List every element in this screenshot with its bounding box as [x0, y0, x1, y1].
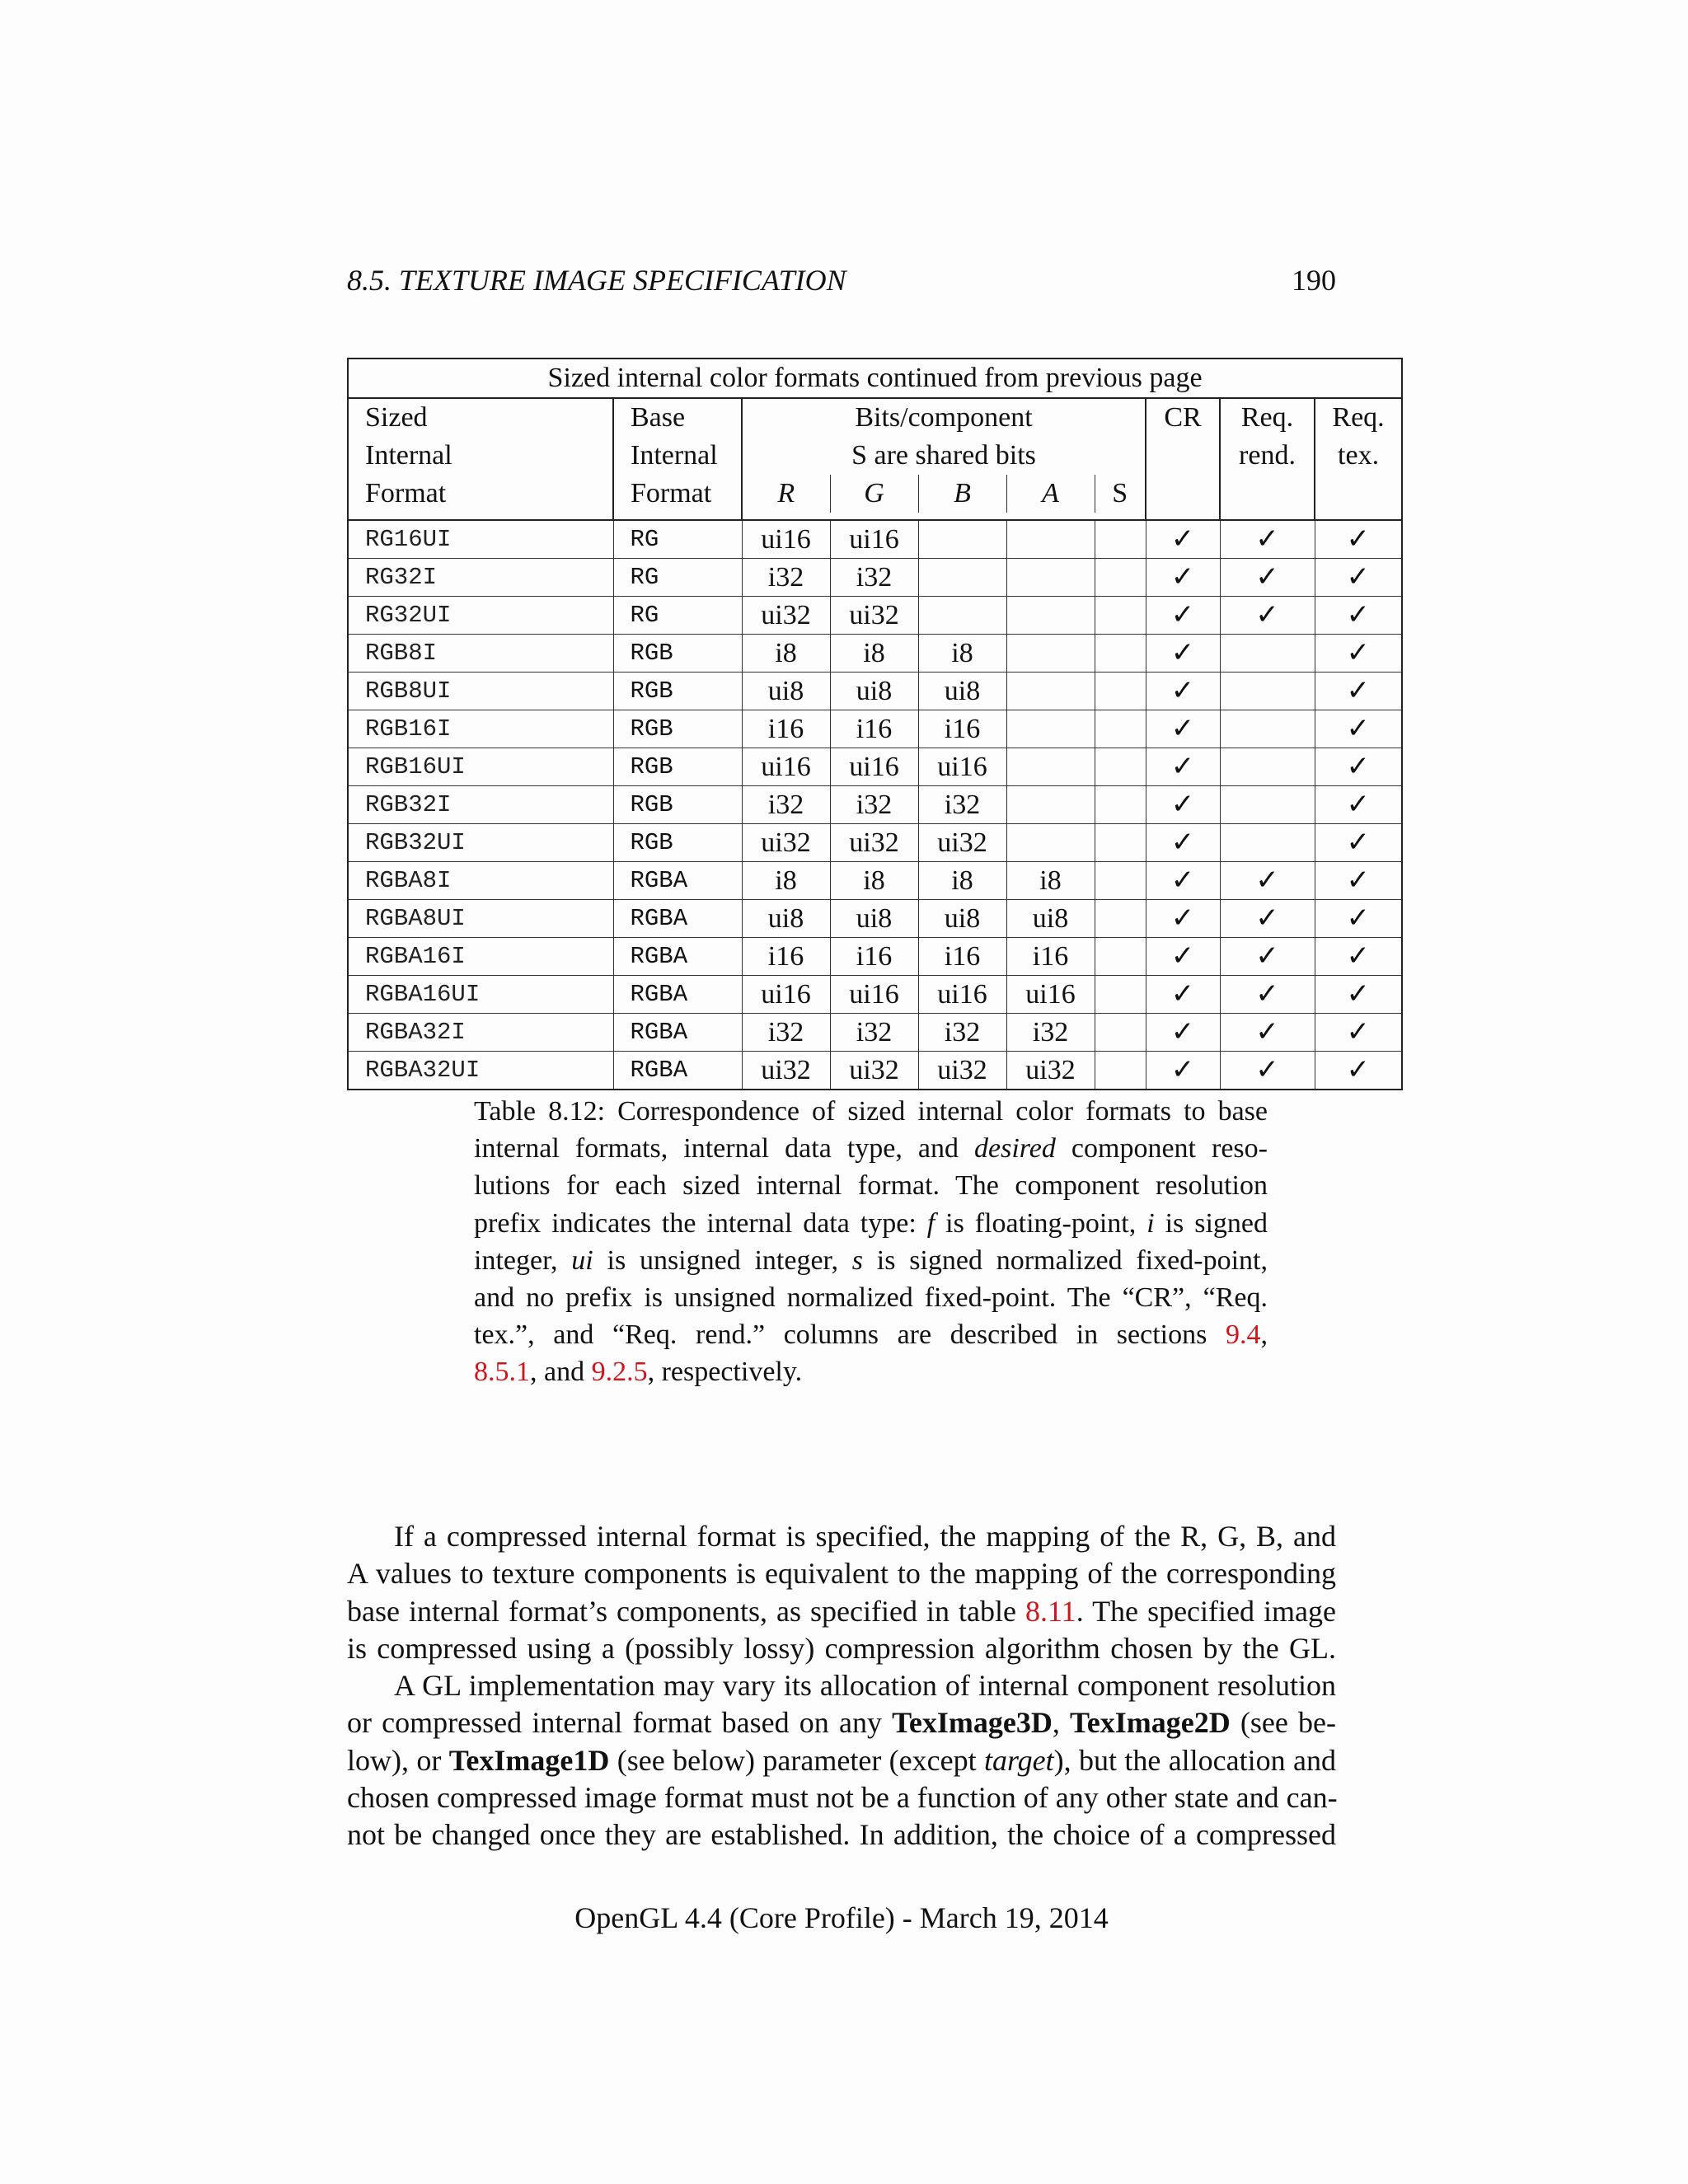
sized-format-cell: RGB8UI [348, 673, 613, 710]
body-line: A values to texture components is equivalent to the mapping of the corresponding [347, 1557, 1336, 1591]
s-bits-cell [1095, 1052, 1146, 1090]
req-rend-check-cell [1220, 673, 1315, 710]
cr-check-cell [1146, 710, 1220, 748]
table-row [348, 635, 1402, 673]
check-mark-icon: ✓ [1346, 523, 1371, 555]
req-rend-check-cell [1220, 1052, 1315, 1090]
base-format-cell: RGBA [613, 938, 742, 976]
sized-format-cell: RGBA32I [348, 1014, 613, 1052]
r-bits-cell: ui8 [742, 673, 830, 710]
base-format-cell: RGBA [613, 900, 742, 938]
b-bits-cell: ui16 [918, 976, 1006, 1014]
req-rend-check-cell [1220, 559, 1315, 597]
a-bits-cell [1006, 597, 1095, 635]
check-mark-icon: ✓ [1346, 1053, 1371, 1086]
req-tex-check-cell [1315, 520, 1402, 559]
table-row [348, 938, 1402, 976]
cr-check-cell [1146, 976, 1220, 1014]
b-bits-cell: ui8 [918, 673, 1006, 710]
b-bits-cell: ui16 [918, 748, 1006, 786]
a-bits-cell [1006, 824, 1095, 862]
g-bits-cell: ui8 [830, 900, 918, 938]
s-bits-cell [1095, 900, 1146, 938]
table-row [348, 520, 1402, 559]
req-tex-check-cell [1315, 976, 1402, 1014]
check-mark-icon: ✓ [1346, 826, 1371, 859]
s-bits-cell [1095, 520, 1146, 559]
sized-format-cell: RGB32I [348, 786, 613, 824]
a-bits-cell: ui16 [1006, 976, 1095, 1014]
body-line: or compressed internal format based on any TexImage3D, TexImage2D (see be- [347, 1706, 1337, 1740]
check-mark-icon: ✓ [1170, 977, 1195, 1010]
b-bits-cell [918, 559, 1006, 597]
a-bits-cell: ui8 [1006, 900, 1095, 938]
r-bits-cell: i16 [742, 710, 830, 748]
check-mark-icon: ✓ [1346, 902, 1371, 935]
header-s: S [1095, 475, 1146, 513]
a-bits-cell [1006, 673, 1095, 710]
check-mark-icon: ✓ [1346, 636, 1371, 669]
check-mark-icon: ✓ [1346, 560, 1371, 593]
req-rend-check-cell [1220, 824, 1315, 862]
req-tex-check-cell [1315, 597, 1402, 635]
header-shared-bits: S are shared bits [742, 437, 1146, 475]
a-bits-cell: ui32 [1006, 1052, 1095, 1090]
header-b: B [918, 475, 1006, 513]
r-bits-cell: ui16 [742, 520, 830, 559]
check-mark-icon: ✓ [1170, 788, 1195, 821]
check-mark-icon: ✓ [1255, 902, 1279, 935]
body-line: low), or TexImage1D (see below) parameter (except target), but the allocation and [347, 1743, 1336, 1777]
r-bits-cell: i16 [742, 938, 830, 976]
req-rend-check-cell [1220, 786, 1315, 824]
cr-check-cell [1146, 900, 1220, 938]
header-tex-blank [1315, 475, 1402, 513]
caption-line: tex.”, and “Req. rend.” columns are described in sections 9.4, [474, 1319, 1268, 1351]
a-bits-cell [1006, 559, 1095, 597]
req-rend-check-cell [1220, 862, 1315, 900]
check-mark-icon: ✓ [1255, 1015, 1279, 1048]
req-tex-check-cell [1315, 938, 1402, 976]
cr-check-cell [1146, 1014, 1220, 1052]
g-bits-cell: ui16 [830, 748, 918, 786]
s-bits-cell [1095, 824, 1146, 862]
g-bits-cell: i32 [830, 786, 918, 824]
body-line: base internal format’s components, as specified in table 8.11. The specified image [347, 1594, 1337, 1628]
base-format-cell: RG [613, 597, 742, 635]
caption-line: prefix indicates the internal data type: f is floating-point, i is signed [474, 1207, 1268, 1239]
s-bits-cell [1095, 635, 1146, 673]
sized-internal-format-table [347, 358, 1403, 1090]
a-bits-cell [1006, 786, 1095, 824]
header-sized-internal: Internal [348, 437, 613, 475]
body-line: not be changed once they are established. In addition, the choice of a compressed [347, 1818, 1336, 1852]
table-caption [474, 1093, 1268, 1391]
check-mark-icon: ✓ [1255, 864, 1279, 897]
table-row [348, 673, 1402, 710]
a-bits-cell [1006, 520, 1095, 559]
check-mark-icon: ✓ [1170, 750, 1195, 783]
sized-format-cell: RGBA8I [348, 862, 613, 900]
a-bits-cell [1006, 748, 1095, 786]
cr-check-cell [1146, 862, 1220, 900]
sized-format-cell: RGB16I [348, 710, 613, 748]
section-link-9-4[interactable]: 9.4 [1226, 1319, 1261, 1351]
table-row [348, 900, 1402, 938]
cr-check-cell [1146, 1052, 1220, 1090]
section-link-8-5-1[interactable]: 8.5.1 [474, 1357, 530, 1388]
r-bits-cell: i32 [742, 786, 830, 824]
sized-format-cell: RGB8I [348, 635, 613, 673]
r-bits-cell: i32 [742, 559, 830, 597]
caption-line: Table 8.12: Correspondence of sized internal color formats to base [474, 1096, 1268, 1127]
r-bits-cell: ui16 [742, 976, 830, 1014]
body-line: If a compressed internal format is specified, the mapping of the R, G, B, and [394, 1520, 1336, 1553]
b-bits-cell: i16 [918, 938, 1006, 976]
b-bits-cell: i16 [918, 710, 1006, 748]
cr-check-cell [1146, 748, 1220, 786]
cr-check-cell [1146, 786, 1220, 824]
base-format-cell: RGB [613, 635, 742, 673]
caption-line: 8.5.1, and 9.2.5, respectively. [474, 1357, 803, 1388]
req-rend-check-cell [1220, 520, 1315, 559]
b-bits-cell: i32 [918, 1014, 1006, 1052]
a-bits-cell [1006, 710, 1095, 748]
req-tex-check-cell [1315, 1014, 1402, 1052]
req-rend-check-cell [1220, 976, 1315, 1014]
sized-format-cell: RGBA16I [348, 938, 613, 976]
cr-check-cell [1146, 635, 1220, 673]
b-bits-cell: i32 [918, 786, 1006, 824]
base-format-cell: RGB [613, 824, 742, 862]
r-bits-cell: ui32 [742, 1052, 830, 1090]
cr-check-cell [1146, 938, 1220, 976]
check-mark-icon: ✓ [1170, 560, 1195, 593]
check-mark-icon: ✓ [1346, 712, 1371, 745]
req-tex-check-cell [1315, 900, 1402, 938]
base-format-cell: RGB [613, 748, 742, 786]
req-rend-check-cell [1220, 597, 1315, 635]
base-format-cell: RGBA [613, 1052, 742, 1090]
req-tex-check-cell [1315, 1052, 1402, 1090]
s-bits-cell [1095, 748, 1146, 786]
r-bits-cell: ui32 [742, 597, 830, 635]
s-bits-cell [1095, 976, 1146, 1014]
header-sized: Sized [348, 398, 613, 437]
cr-check-cell [1146, 597, 1220, 635]
table-row [348, 559, 1402, 597]
cr-check-cell [1146, 559, 1220, 597]
sized-format-cell: RG32UI [348, 597, 613, 635]
body-line: chosen compressed image format must not be a function of any other state and can- [347, 1781, 1338, 1815]
b-bits-cell: i8 [918, 862, 1006, 900]
header-sized-format: Format [348, 475, 613, 513]
req-tex-check-cell [1315, 786, 1402, 824]
check-mark-icon: ✓ [1170, 940, 1195, 972]
b-bits-cell: ui8 [918, 900, 1006, 938]
format-table-container [347, 358, 1401, 1090]
header-base-internal: Internal [613, 437, 742, 475]
req-tex-check-cell [1315, 559, 1402, 597]
check-mark-icon: ✓ [1346, 864, 1371, 897]
sized-format-cell: RG16UI [348, 520, 613, 559]
s-bits-cell [1095, 559, 1146, 597]
header-bits-component: Bits/component [742, 398, 1146, 437]
b-bits-cell: ui32 [918, 824, 1006, 862]
cr-check-cell [1146, 673, 1220, 710]
r-bits-cell: ui16 [742, 748, 830, 786]
s-bits-cell [1095, 1014, 1146, 1052]
header-cr-blank [1146, 437, 1220, 475]
base-format-cell: RGB [613, 673, 742, 710]
header-r: R [742, 475, 830, 513]
b-bits-cell: i8 [918, 635, 1006, 673]
section-title: 8.5. TEXTURE IMAGE SPECIFICATION [347, 264, 846, 297]
check-mark-icon: ✓ [1170, 598, 1195, 631]
g-bits-cell: i8 [830, 635, 918, 673]
check-mark-icon: ✓ [1346, 750, 1371, 783]
check-mark-icon: ✓ [1346, 940, 1371, 972]
base-format-cell: RGB [613, 786, 742, 824]
check-mark-icon: ✓ [1170, 523, 1195, 555]
req-rend-check-cell [1220, 1014, 1315, 1052]
table-row [348, 748, 1402, 786]
b-bits-cell [918, 597, 1006, 635]
check-mark-icon: ✓ [1255, 523, 1279, 555]
table-row [348, 824, 1402, 862]
g-bits-cell: ui16 [830, 976, 918, 1014]
table-row [348, 597, 1402, 635]
r-bits-cell: i32 [742, 1014, 830, 1052]
req-tex-check-cell [1315, 673, 1402, 710]
cr-check-cell [1146, 520, 1220, 559]
g-bits-cell: i8 [830, 862, 918, 900]
check-mark-icon: ✓ [1255, 560, 1279, 593]
req-tex-check-cell [1315, 748, 1402, 786]
base-format-cell: RGB [613, 710, 742, 748]
a-bits-cell: i8 [1006, 862, 1095, 900]
req-tex-check-cell [1315, 824, 1402, 862]
g-bits-cell: i32 [830, 1014, 918, 1052]
running-header [347, 262, 1336, 298]
req-rend-check-cell [1220, 748, 1315, 786]
g-bits-cell: ui32 [830, 1052, 918, 1090]
base-format-cell: RGBA [613, 862, 742, 900]
check-mark-icon: ✓ [1170, 674, 1195, 707]
check-mark-icon: ✓ [1346, 1015, 1371, 1048]
header-req-tex: Req. [1315, 398, 1402, 437]
check-mark-icon: ✓ [1346, 598, 1371, 631]
header-req-rend-2: rend. [1220, 437, 1315, 475]
s-bits-cell [1095, 786, 1146, 824]
table-link-8-11[interactable]: 8.11 [1025, 1594, 1076, 1628]
table-row [348, 976, 1402, 1014]
header-base-format: Format [613, 475, 742, 513]
check-mark-icon: ✓ [1255, 598, 1279, 631]
s-bits-cell [1095, 673, 1146, 710]
req-rend-check-cell [1220, 710, 1315, 748]
req-rend-check-cell [1220, 900, 1315, 938]
s-bits-cell [1095, 862, 1146, 900]
g-bits-cell: ui16 [830, 520, 918, 559]
sized-format-cell: RG32I [348, 559, 613, 597]
table-continued-caption: Sized internal color formats continued from previous page [348, 359, 1402, 398]
caption-line: integer, ui is unsigned integer, s is signed normalized fixed-point, [474, 1244, 1268, 1276]
req-tex-check-cell [1315, 862, 1402, 900]
s-bits-cell [1095, 597, 1146, 635]
check-mark-icon: ✓ [1170, 864, 1195, 897]
g-bits-cell: i32 [830, 559, 918, 597]
header-a: A [1006, 475, 1095, 513]
req-tex-check-cell [1315, 635, 1402, 673]
base-format-cell: RG [613, 520, 742, 559]
req-rend-check-cell [1220, 938, 1315, 976]
r-bits-cell: i8 [742, 862, 830, 900]
g-bits-cell: ui8 [830, 673, 918, 710]
sized-format-cell: RGB32UI [348, 824, 613, 862]
s-bits-cell [1095, 938, 1146, 976]
base-format-cell: RGBA [613, 976, 742, 1014]
r-bits-cell: ui8 [742, 900, 830, 938]
caption-line: internal formats, internal data type, and desired component reso- [474, 1133, 1268, 1165]
g-bits-cell: i16 [830, 938, 918, 976]
check-mark-icon: ✓ [1170, 826, 1195, 859]
a-bits-cell: i16 [1006, 938, 1095, 976]
r-bits-cell: ui32 [742, 824, 830, 862]
sized-format-cell: RGB16UI [348, 748, 613, 786]
body-line: A GL implementation may vary its allocation of internal component resolution [394, 1669, 1336, 1703]
g-bits-cell: ui32 [830, 597, 918, 635]
check-mark-icon: ✓ [1170, 1015, 1195, 1048]
table-row [348, 786, 1402, 824]
header-base: Base [613, 398, 742, 437]
req-rend-check-cell [1220, 635, 1315, 673]
sized-format-cell: RGBA8UI [348, 900, 613, 938]
check-mark-icon: ✓ [1255, 1053, 1279, 1086]
b-bits-cell [918, 520, 1006, 559]
check-mark-icon: ✓ [1346, 674, 1371, 707]
header-cr-blank-2 [1146, 475, 1220, 513]
header-cr: CR [1146, 398, 1220, 437]
check-mark-icon: ✓ [1170, 712, 1195, 745]
sized-format-cell: RGBA32UI [348, 1052, 613, 1090]
check-mark-icon: ✓ [1255, 977, 1279, 1010]
a-bits-cell [1006, 635, 1095, 673]
section-link-9-2-5[interactable]: 9.2.5 [591, 1357, 648, 1388]
g-bits-cell: i16 [830, 710, 918, 748]
check-mark-icon: ✓ [1346, 977, 1371, 1010]
a-bits-cell: i32 [1006, 1014, 1095, 1052]
s-bits-cell [1095, 710, 1146, 748]
header-rend-blank [1220, 475, 1315, 513]
body-paragraphs [347, 1518, 1336, 1854]
check-mark-icon: ✓ [1170, 1053, 1195, 1086]
req-tex-check-cell [1315, 710, 1402, 748]
table-row [348, 710, 1402, 748]
page-footer: OpenGL 4.4 (Core Profile) - March 19, 2014 [574, 1901, 1109, 1934]
check-mark-icon: ✓ [1346, 788, 1371, 821]
page-number: 190 [1292, 264, 1336, 297]
caption-line: and no prefix is unsigned normalized fixed-point. The “CR”, “Req. [474, 1282, 1268, 1313]
b-bits-cell: ui32 [918, 1052, 1006, 1090]
cr-check-cell [1146, 824, 1220, 862]
body-line: is compressed using a (possibly lossy) compression algorithm chosen by the GL. [347, 1631, 1336, 1665]
table-row [348, 1014, 1402, 1052]
header-g: G [830, 475, 918, 513]
header-req-rend: Req. [1220, 398, 1315, 437]
g-bits-cell: ui32 [830, 824, 918, 862]
check-mark-icon: ✓ [1170, 902, 1195, 935]
table-row [348, 862, 1402, 900]
sized-format-cell: RGBA16UI [348, 976, 613, 1014]
r-bits-cell: i8 [742, 635, 830, 673]
caption-line: lutions for each sized internal format. The component resolution [474, 1170, 1268, 1202]
base-format-cell: RGBA [613, 1014, 742, 1052]
check-mark-icon: ✓ [1170, 636, 1195, 669]
check-mark-icon: ✓ [1255, 940, 1279, 972]
header-req-tex-2: tex. [1315, 437, 1402, 475]
base-format-cell: RG [613, 559, 742, 597]
table-row [348, 1052, 1402, 1090]
